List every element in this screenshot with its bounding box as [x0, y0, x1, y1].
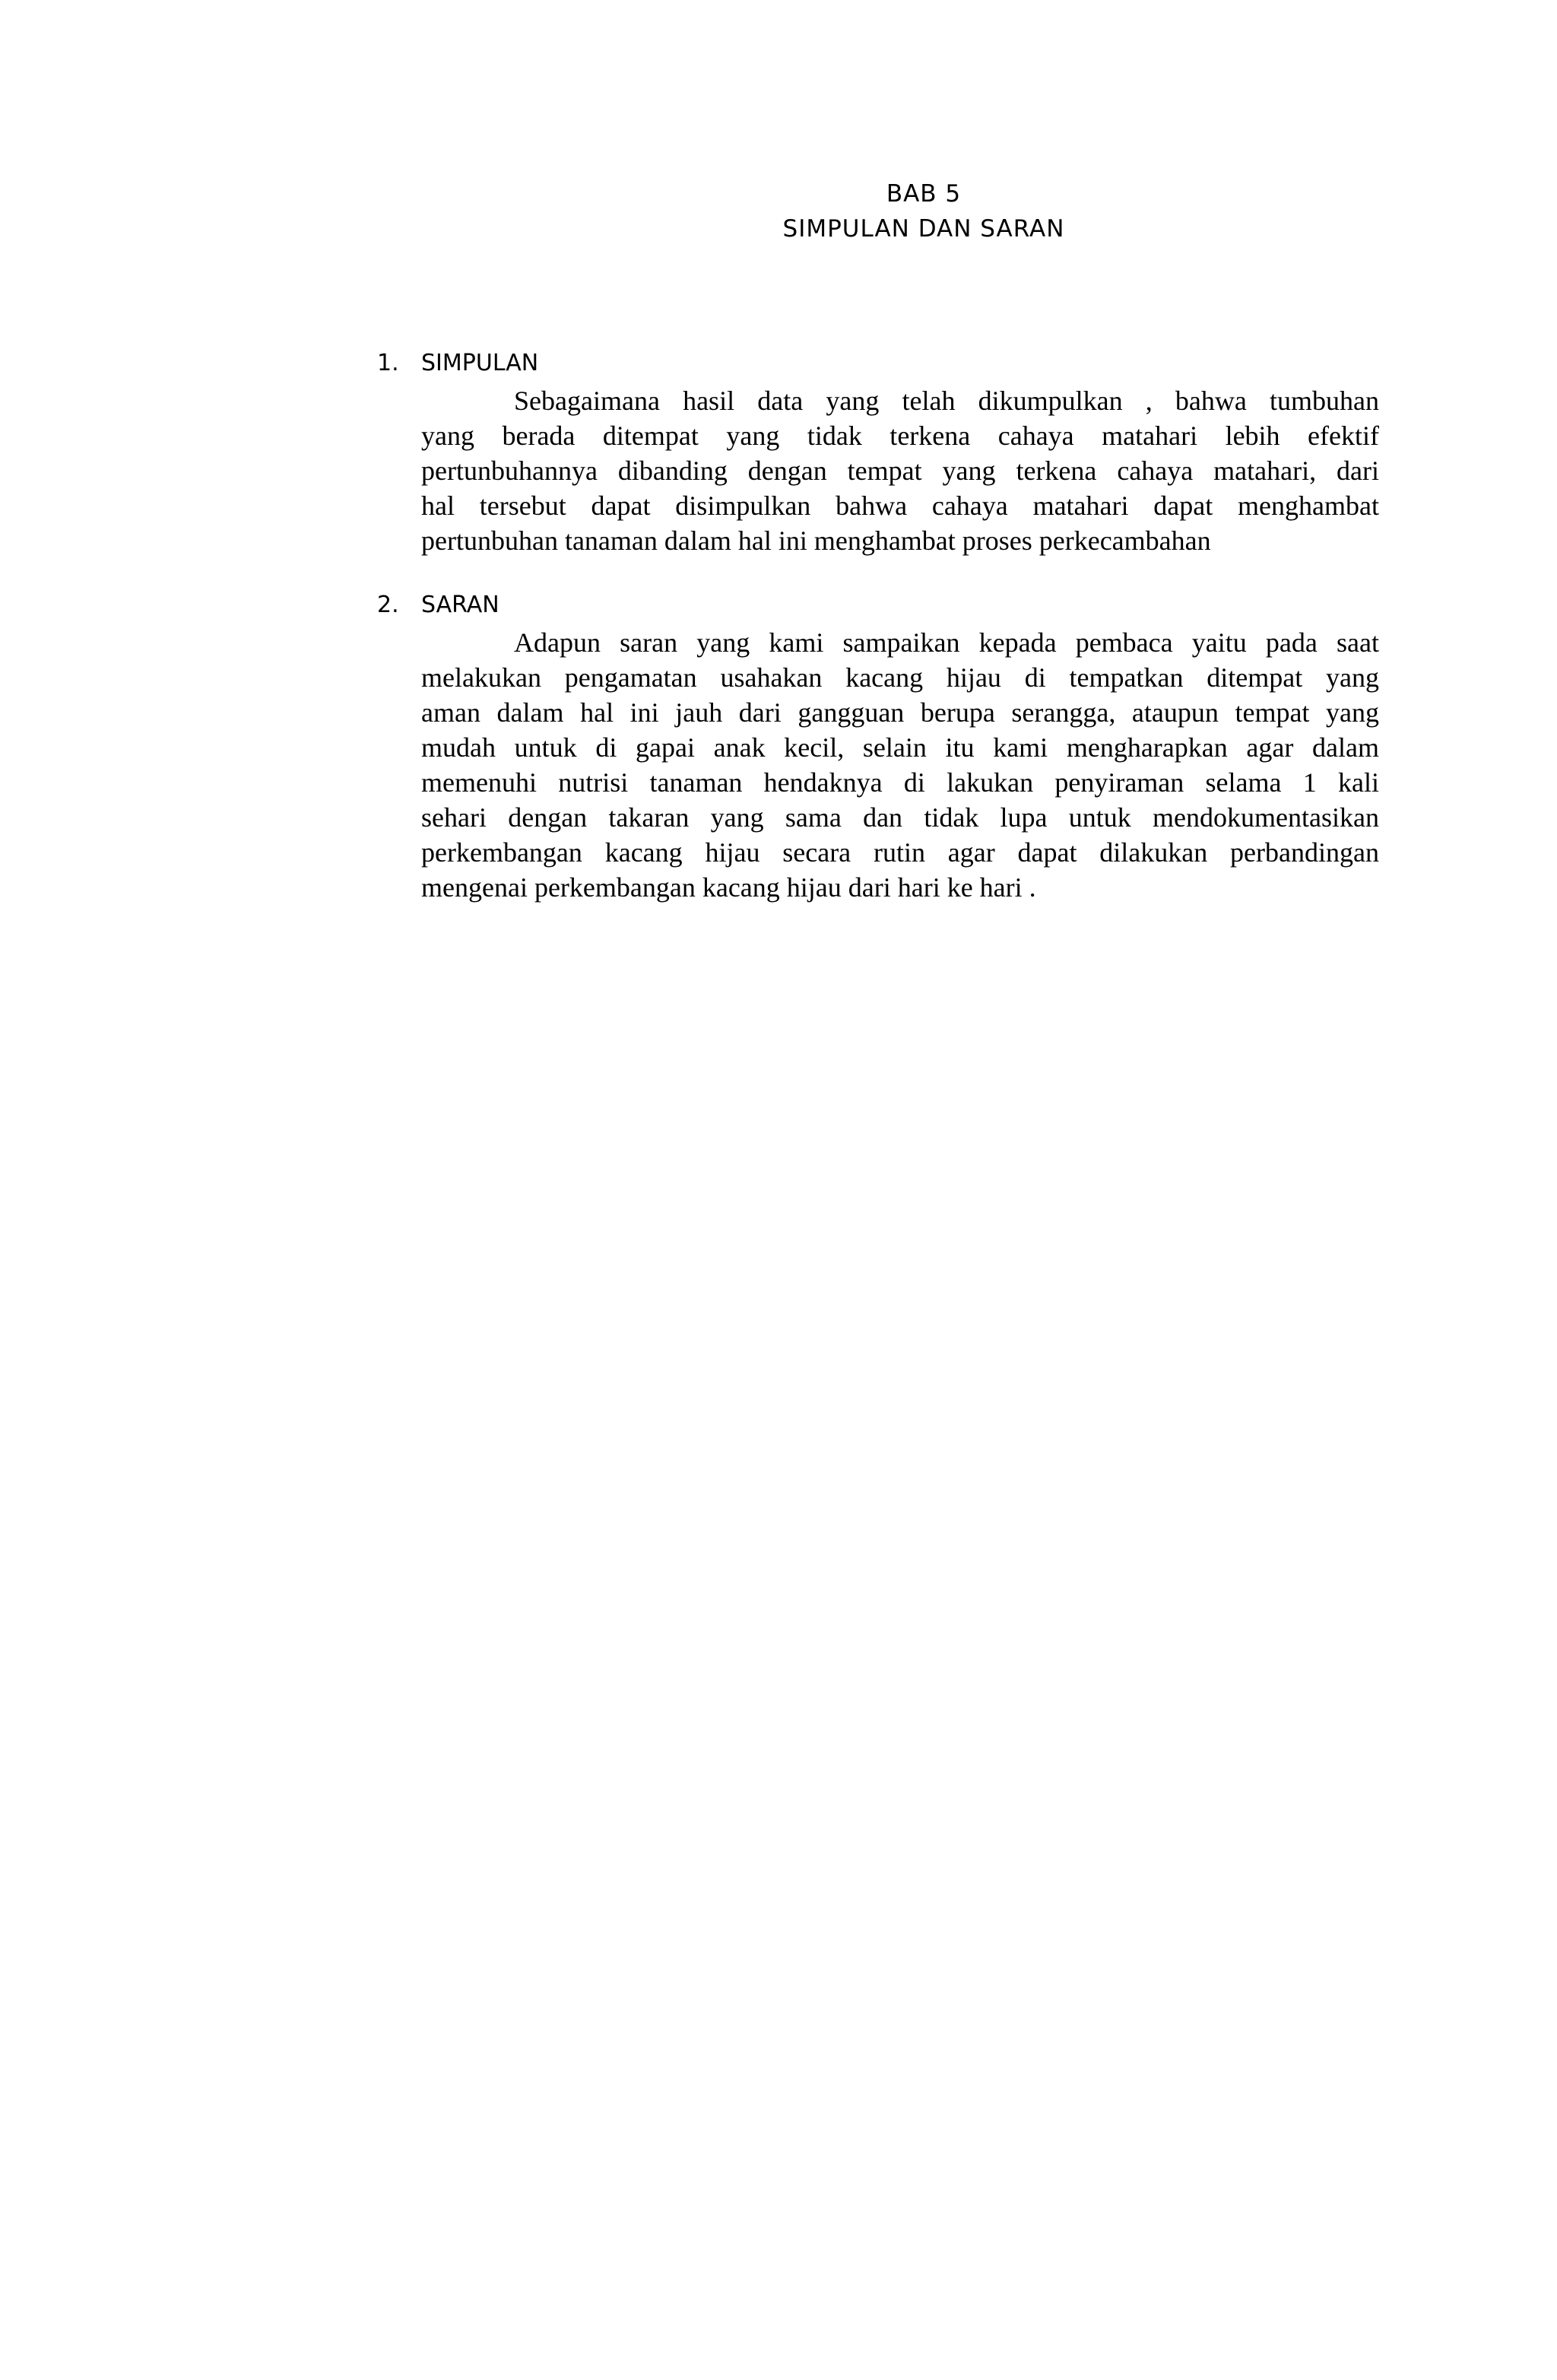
paragraph-saran	[421, 625, 1379, 905]
text-line: yang berada ditempat yang tidak terkena cahaya matahari lebih efektif	[421, 420, 1379, 451]
chapter-number: BAB 5	[886, 180, 962, 208]
text-line: perkembangan kacang hijau secara rutin agar dapat dilakukan perbandingan	[421, 837, 1379, 868]
section-heading-saran	[377, 590, 499, 620]
text-line: mengenai perkembangan kacang hijau dari hari ke hari .	[421, 872, 1036, 903]
text-line: Adapun saran yang kami sampaikan kepada pembaca yaitu pada saat	[514, 627, 1379, 658]
section-title: SIMPULAN	[421, 350, 539, 376]
text-line: pertunbuhan tanaman dalam hal ini menghambat proses perkecambahan	[421, 525, 1211, 556]
text-line: mudah untuk di gapai anak kecil, selain itu kami mengharapkan agar dalam	[421, 732, 1379, 763]
section-title: SARAN	[421, 592, 499, 618]
chapter-title: SIMPULAN DAN SARAN	[782, 215, 1065, 243]
text-line: hal tersebut dapat disimpulkan bahwa cahaya matahari dapat menghambat	[421, 490, 1379, 521]
section-heading-simpulan	[377, 348, 538, 379]
text-line: memenuhi nutrisi tanaman hendaknya di lakukan penyiraman selama 1 kali	[421, 767, 1379, 798]
text-line: sehari dengan takaran yang sama dan tidak lupa untuk mendokumentasikan	[421, 802, 1379, 833]
paragraph-simpulan	[421, 383, 1379, 558]
text-line: Sebagaimana hasil data yang telah dikumpulkan , bahwa tumbuhan	[514, 386, 1379, 416]
text-line: aman dalam hal ini jauh dari gangguan berupa serangga, ataupun tempat yang	[421, 697, 1379, 728]
section-number: 1.	[377, 350, 399, 376]
text-line: melakukan pengamatan usahakan kacang hijau di tempatkan ditempat yang	[421, 662, 1379, 693]
text-line: pertunbuhannya dibanding dengan tempat yang terkena cahaya matahari, dari	[421, 455, 1379, 486]
section-number: 2.	[377, 592, 399, 618]
